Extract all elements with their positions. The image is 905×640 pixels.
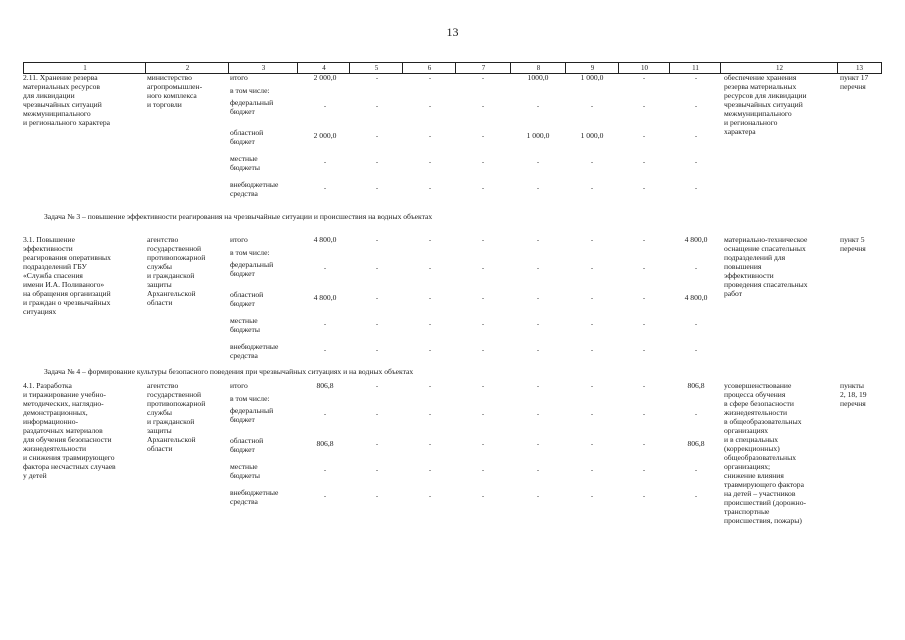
funding-value: -	[481, 439, 485, 448]
funding-value: -	[590, 465, 594, 474]
funding-value: -	[694, 131, 698, 140]
funding-value: -	[590, 319, 594, 328]
funding-value: 1 000,0	[526, 131, 550, 140]
page-number: 13	[446, 25, 459, 39]
event-block	[0, 73, 905, 253]
funding-value: -	[590, 491, 594, 500]
header-divider	[669, 63, 670, 73]
funding-value: -	[536, 293, 540, 302]
executor: министерство агропромышлен- ного комплекса и торговли	[147, 73, 203, 109]
list-reference: пункты 2, 18, 19 перечня	[840, 381, 867, 408]
header-col-2: 2	[185, 64, 190, 72]
funding-value: -	[642, 319, 646, 328]
header-col-11: 11	[692, 64, 699, 72]
funding-source: федеральный бюджет	[230, 406, 274, 424]
funding-value: 1 000,0	[580, 73, 604, 82]
funding-value: -	[428, 381, 432, 390]
funding-value: -	[642, 157, 646, 166]
funding-value: -	[481, 491, 485, 500]
funding-source: внебюджетные средства	[230, 342, 279, 360]
funding-value: -	[481, 465, 485, 474]
funding-value: -	[590, 293, 594, 302]
funding-value: -	[323, 157, 327, 166]
funding-source: местные бюджеты	[230, 462, 260, 480]
funding-value: -	[428, 465, 432, 474]
funding-value: -	[323, 319, 327, 328]
funding-source: федеральный бюджет	[230, 260, 274, 278]
list-reference: пункт 17 перечня	[840, 73, 869, 91]
funding-value: -	[375, 183, 379, 192]
list-reference: пункт 5 перечня	[840, 235, 866, 253]
funding-value: -	[481, 319, 485, 328]
funding-value: -	[590, 183, 594, 192]
expected-result: материально-техническое оснащение спасательных подразделений для повышения эффективности проведения спасательных работ	[724, 235, 808, 298]
header-col-4: 4	[322, 64, 326, 72]
funding-value: -	[375, 439, 379, 448]
funding-source: федеральный бюджет	[230, 98, 274, 116]
funding-value: -	[481, 73, 485, 82]
funding-value: -	[375, 73, 379, 82]
funding-source: итого	[230, 73, 248, 82]
funding-value: -	[590, 263, 594, 272]
funding-value: 4 800,0	[684, 293, 708, 302]
funding-value: 2 000,0	[313, 73, 337, 82]
header-col-10: 10	[641, 64, 648, 72]
funding-value: -	[590, 157, 594, 166]
funding-value: -	[694, 345, 698, 354]
funding-value: -	[694, 409, 698, 418]
funding-source: итого	[230, 235, 248, 244]
header-divider	[349, 63, 350, 73]
funding-value: -	[375, 319, 379, 328]
funding-value: -	[428, 101, 432, 110]
funding-value: -	[694, 157, 698, 166]
funding-value: -	[428, 439, 432, 448]
funding-value: -	[375, 409, 379, 418]
funding-value: -	[428, 73, 432, 82]
funding-value: -	[481, 157, 485, 166]
header-divider	[510, 63, 511, 73]
funding-value: -	[694, 319, 698, 328]
funding-value: -	[642, 381, 646, 390]
funding-value: -	[536, 345, 540, 354]
funding-source: областной бюджет	[230, 436, 264, 454]
funding-value: -	[375, 381, 379, 390]
funding-value: -	[375, 345, 379, 354]
funding-value: -	[536, 409, 540, 418]
funding-value: -	[590, 235, 594, 244]
funding-value: -	[536, 235, 540, 244]
funding-value: -	[590, 101, 594, 110]
funding-value: -	[375, 263, 379, 272]
funding-source: в том числе:	[230, 86, 270, 95]
header-divider	[720, 63, 721, 73]
task-heading: Задача № 4 – формирование культуры безопасного поведения при чрезвычайных ситуациях и на водных объектах	[44, 367, 414, 376]
event-block	[0, 381, 905, 561]
header-divider	[565, 63, 566, 73]
funding-value: -	[428, 235, 432, 244]
funding-value: -	[428, 263, 432, 272]
funding-value: -	[428, 409, 432, 418]
funding-value: -	[694, 465, 698, 474]
funding-value: 1 000,0	[580, 131, 604, 140]
funding-value: 806,8	[687, 439, 705, 448]
funding-source: в том числе:	[230, 394, 270, 403]
funding-value: -	[375, 491, 379, 500]
funding-value: -	[694, 183, 698, 192]
funding-value: -	[536, 263, 540, 272]
funding-source: внебюджетные средства	[230, 180, 279, 198]
funding-value: -	[642, 491, 646, 500]
funding-value: -	[536, 157, 540, 166]
funding-value: 806,8	[687, 381, 705, 390]
funding-value: -	[642, 73, 646, 82]
funding-value: -	[536, 319, 540, 328]
funding-value: -	[375, 131, 379, 140]
funding-value: -	[694, 263, 698, 272]
header-divider	[618, 63, 619, 73]
funding-value: 4 800,0	[313, 235, 337, 244]
funding-source: местные бюджеты	[230, 154, 260, 172]
funding-source: местные бюджеты	[230, 316, 260, 334]
funding-source: областной бюджет	[230, 290, 264, 308]
header-col-1: 1	[83, 64, 87, 72]
header-col-7: 7	[481, 64, 486, 72]
funding-value: -	[375, 293, 379, 302]
funding-value: -	[694, 491, 698, 500]
event-name: 4.1. Разработка и тиражирование учебно- методических, наглядно- демонстрационных, информационно- раздаточных материалов для обучения безопасности жизнедеятельности и снижения травмирующего фактора несчастных случаев у детей	[23, 381, 116, 480]
funding-source: областной бюджет	[230, 128, 264, 146]
funding-value: -	[481, 409, 485, 418]
funding-value: -	[323, 465, 327, 474]
funding-value: -	[642, 263, 646, 272]
funding-value: -	[428, 319, 432, 328]
executor: агентство государственной противопожарной службы и гражданской защиты Архангельской области	[147, 381, 206, 453]
funding-value: -	[481, 101, 485, 110]
event-name: 3.1. Повышение эффективности реагирования оперативных подразделений ГБУ «Служба спасения имени И.А. Поливаного» на обращения организаций и граждан о чрезвычайных ситуациях	[23, 235, 111, 316]
funding-value: -	[375, 101, 379, 110]
funding-value: 2 000,0	[313, 131, 337, 140]
funding-source: в том числе:	[230, 248, 270, 257]
funding-value: -	[642, 235, 646, 244]
funding-value: -	[481, 293, 485, 302]
funding-value: -	[323, 345, 327, 354]
funding-value: -	[694, 73, 698, 82]
funding-value: 4 800,0	[313, 293, 337, 302]
funding-source: итого	[230, 381, 248, 390]
funding-value: -	[428, 345, 432, 354]
funding-value: -	[481, 235, 485, 244]
funding-value: -	[642, 345, 646, 354]
funding-value: -	[481, 131, 485, 140]
header-col-12: 12	[776, 64, 783, 72]
header-divider	[402, 63, 403, 73]
funding-value: -	[323, 101, 327, 110]
header-divider	[228, 63, 229, 73]
funding-value: 806,8	[316, 439, 334, 448]
funding-value: -	[642, 439, 646, 448]
funding-value: -	[428, 293, 432, 302]
header-col-5: 5	[374, 64, 379, 72]
header-divider	[297, 63, 298, 73]
funding-value: -	[323, 263, 327, 272]
header-divider	[145, 63, 146, 73]
funding-value: 4 800,0	[684, 235, 708, 244]
funding-value: -	[642, 409, 646, 418]
funding-value: -	[590, 409, 594, 418]
funding-value: -	[642, 293, 646, 302]
header-divider	[455, 63, 456, 73]
header-divider	[837, 63, 838, 73]
funding-value: -	[375, 465, 379, 474]
funding-value: -	[323, 409, 327, 418]
funding-value: -	[428, 491, 432, 500]
funding-value: -	[323, 491, 327, 500]
funding-value: -	[642, 183, 646, 192]
funding-value: -	[642, 465, 646, 474]
header-col-8: 8	[536, 64, 541, 72]
funding-value: -	[481, 381, 485, 390]
task-heading: Задача № 3 – повышение эффективности реагирования на чрезвычайные ситуации и происшествия на водных объектах	[44, 212, 433, 221]
funding-source: внебюджетные средства	[230, 488, 279, 506]
funding-value: -	[642, 101, 646, 110]
funding-value: -	[590, 439, 594, 448]
funding-value: -	[481, 183, 485, 192]
funding-value: -	[536, 101, 540, 110]
executor: агентство государственной противопожарной службы и гражданской защиты Архангельской области	[147, 235, 206, 307]
event-name: 2.11. Хранение резерва материальных ресурсов для ликвидации чрезвычайных ситуаций межмуниципального и регионального характера	[23, 73, 111, 127]
funding-value: -	[481, 263, 485, 272]
funding-value: -	[536, 465, 540, 474]
header-col-9: 9	[590, 64, 595, 72]
funding-value: -	[536, 381, 540, 390]
funding-value: -	[536, 183, 540, 192]
funding-value: 806,8	[316, 381, 334, 390]
funding-value: -	[536, 439, 540, 448]
funding-value: 1000,0	[527, 73, 549, 82]
expected-result: усовершенствование процесса обучения в сфере безопасности жизнедеятельности в общеобразовательных организациях и в специальных (коррекционных) общеобразовательных организациях; снижение влияния травмирующего фактора на детей – участников происшествий (дорожно- транспортные происшествия, пожары)	[724, 381, 807, 525]
funding-value: -	[590, 381, 594, 390]
funding-value: -	[590, 345, 594, 354]
header-col-3: 3	[261, 64, 266, 72]
funding-value: -	[323, 183, 327, 192]
funding-value: -	[428, 157, 432, 166]
funding-value: -	[536, 491, 540, 500]
expected-result: обеспечение хранения резерва материальных ресурсов для ликвидации чрезвычайных ситуаций межмуниципального и регионального характера	[724, 73, 807, 136]
funding-value: -	[375, 157, 379, 166]
funding-value: -	[428, 183, 432, 192]
funding-value: -	[375, 235, 379, 244]
funding-value: -	[694, 101, 698, 110]
funding-value: -	[481, 345, 485, 354]
funding-value: -	[428, 131, 432, 140]
funding-value: -	[642, 131, 646, 140]
header-col-6: 6	[427, 64, 432, 72]
header-col-13: 13	[856, 64, 863, 72]
